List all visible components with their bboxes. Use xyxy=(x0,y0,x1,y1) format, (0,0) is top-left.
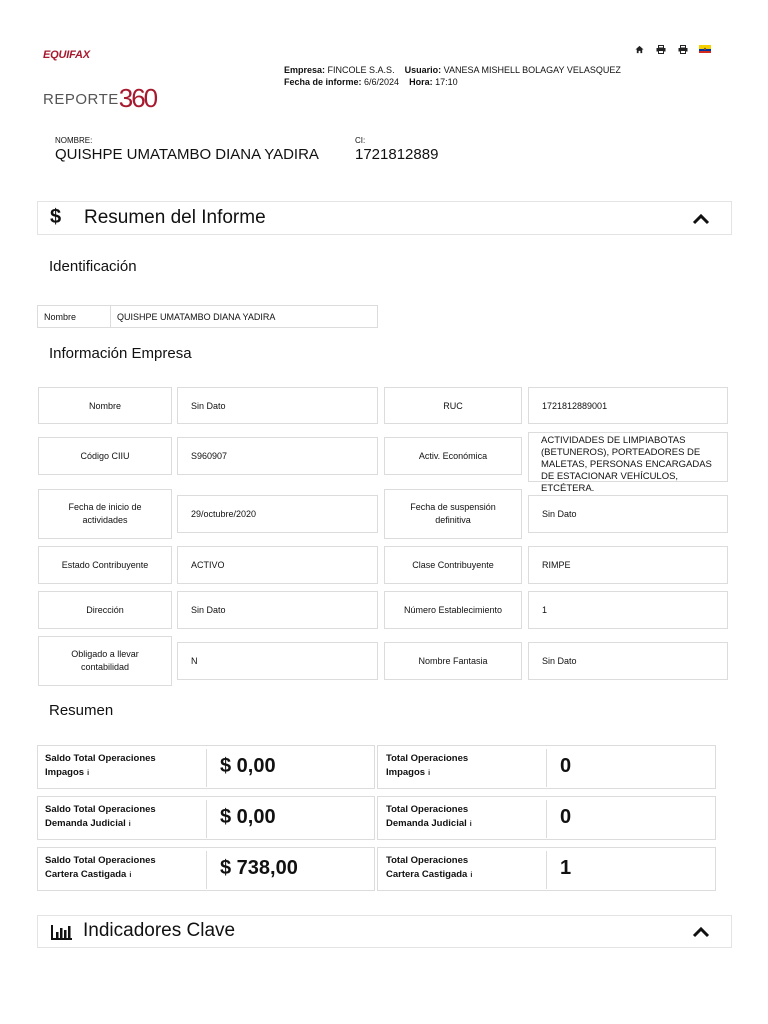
info-icon[interactable]: i xyxy=(428,770,431,777)
section-title: Resumen del Informe xyxy=(84,207,266,228)
summary-label-line: Total Operaciones xyxy=(386,804,469,815)
cell-text: 1721812889001 xyxy=(542,400,608,411)
empresa-label-cell xyxy=(38,591,172,629)
empresa-label: Empresa: xyxy=(284,65,326,75)
empresa-value-cell xyxy=(177,387,378,424)
empresa-value-cell xyxy=(528,546,728,584)
cell-text: N xyxy=(191,656,198,666)
cell-text: Estado Contribuyente xyxy=(61,560,149,570)
cell-text: Obligado a llevar contabilidad xyxy=(71,649,139,672)
empresa-value-cell xyxy=(528,591,728,629)
logo-word: REPORTE xyxy=(43,91,119,108)
summary-label xyxy=(45,752,156,781)
cell-text: Nombre xyxy=(44,311,77,322)
section-indicadores-clave[interactable] xyxy=(37,915,732,948)
empresa-label-cell xyxy=(384,489,522,539)
summary-label-line: Impagos xyxy=(45,767,85,778)
cell-text: RIMPE xyxy=(542,560,571,570)
cell-text: Sin Dato xyxy=(191,400,226,411)
ci-value: 1721812889 xyxy=(355,146,439,163)
summary-label-line: Total Operaciones xyxy=(386,855,469,866)
summary-label-line: Saldo Total Operaciones xyxy=(45,855,156,866)
summary-value: 0 xyxy=(560,755,572,777)
hora-label: Hora: xyxy=(409,77,433,87)
home-icon[interactable] xyxy=(633,43,645,55)
empresa-value-cell xyxy=(528,495,728,533)
ecuador-flag-icon[interactable] xyxy=(699,43,711,55)
summary-value: $ 0,00 xyxy=(220,806,276,828)
info-icon[interactable]: i xyxy=(129,872,132,879)
info-icon[interactable]: i xyxy=(469,821,472,828)
cell-text: Dirección xyxy=(86,605,124,615)
cell-text: Sin Dato xyxy=(191,605,226,615)
empresa-value-cell xyxy=(177,437,378,475)
cell-text: Sin Dato xyxy=(542,656,577,666)
cell-text: Número Establecimiento xyxy=(403,605,503,615)
summary-card xyxy=(37,745,375,789)
summary-label xyxy=(386,752,468,781)
summary-value: $ 0,00 xyxy=(220,755,276,777)
summary-label-line: Demanda Judicial xyxy=(386,818,467,829)
divider xyxy=(206,749,207,787)
chevron-up-icon[interactable] xyxy=(692,925,710,943)
info-icon[interactable]: i xyxy=(128,821,131,828)
divider xyxy=(546,851,547,889)
chevron-up-icon[interactable] xyxy=(692,212,710,230)
divider xyxy=(546,749,547,787)
empresa-label-cell xyxy=(38,437,172,475)
summary-card xyxy=(377,796,716,840)
empresa-label-cell xyxy=(384,387,522,424)
summary-card xyxy=(377,745,716,789)
cell-text: 29/octubre/2020 xyxy=(191,509,257,519)
summary-card xyxy=(377,847,716,891)
report-meta xyxy=(284,64,621,88)
section-title: Indicadores Clave xyxy=(83,920,236,941)
resumen-heading: Resumen xyxy=(49,702,114,719)
summary-label-line: Saldo Total Operaciones xyxy=(45,804,156,815)
summary-label xyxy=(386,803,472,832)
cell-text: Nombre xyxy=(88,400,121,411)
summary-label-line: Demanda Judicial xyxy=(45,818,126,829)
divider xyxy=(546,800,547,838)
summary-label xyxy=(45,854,156,883)
name-label: NOMBRE: xyxy=(55,136,93,145)
bar-chart-icon xyxy=(51,924,73,945)
summary-label-line: Cartera Castigada xyxy=(45,869,127,880)
divider xyxy=(206,851,207,889)
empresa-value-cell xyxy=(528,642,728,680)
info-icon[interactable]: i xyxy=(470,872,473,879)
cell-text: ACTIVO xyxy=(191,560,225,570)
empresa-label-cell xyxy=(38,387,172,424)
empresa-value-cell xyxy=(177,642,378,680)
empresa-value-cell xyxy=(528,387,728,424)
empresa-label-cell xyxy=(384,591,522,629)
summary-value: $ 738,00 xyxy=(220,857,298,879)
empresa-value-cell xyxy=(177,495,378,533)
cell-text: ACTIVIDADES DE LIMPIABOTAS (BETUNEROS), PORTEADORES DE MALETAS, PERSONAS ENCARGADAS DE ESTACIONAR VEHÍCULOS, ETCÉTERA. xyxy=(541,435,712,494)
empresa-label-cell xyxy=(384,546,522,584)
id-nombre-value xyxy=(110,305,378,328)
usuario-value: VANESA MISHELL BOLAGAY VELASQUEZ xyxy=(443,65,621,75)
fecha-value: 6/6/2024 xyxy=(364,77,400,87)
cell-text: S960907 xyxy=(191,451,228,461)
divider xyxy=(206,800,207,838)
cell-text: 1 xyxy=(542,605,548,615)
empresa-label-cell xyxy=(38,546,172,584)
summary-label-line: Total Operaciones xyxy=(386,753,469,764)
logo-number: 360 xyxy=(118,83,157,113)
print-icon[interactable] xyxy=(655,43,667,55)
top-toolbar xyxy=(633,43,711,55)
equifax-logo: EQUIFAX xyxy=(43,49,90,61)
summary-value: 1 xyxy=(560,857,572,879)
summary-label xyxy=(386,854,472,883)
cell-text: Sin Dato xyxy=(542,509,577,519)
id-nombre-label xyxy=(37,305,111,328)
cell-text: Clase Contribuyente xyxy=(412,560,494,570)
section-resumen-informe[interactable] xyxy=(37,201,732,235)
empresa-label-cell xyxy=(38,636,172,686)
empresa-label-cell xyxy=(384,642,522,680)
summary-label xyxy=(45,803,156,832)
empresa-value-cell xyxy=(177,546,378,584)
fecha-label: Fecha de informe: xyxy=(284,77,362,87)
cell-text: Nombre Fantasia xyxy=(418,656,488,666)
cell-text: QUISHPE UMATAMBO DIANA YADIRA xyxy=(117,311,276,322)
summary-value: 0 xyxy=(560,806,572,828)
empresa-label-cell xyxy=(38,489,172,539)
summary-label-line: Saldo Total Operaciones xyxy=(45,753,156,764)
empresa-value-cell xyxy=(528,432,728,494)
ci-label: CI: xyxy=(355,136,366,145)
dollar-icon: $ xyxy=(50,206,62,228)
cell-text: Código CIIU xyxy=(80,451,130,461)
hora-value: 17:10 xyxy=(435,77,458,87)
cell-text: Fecha de inicio de actividades xyxy=(68,502,142,525)
reporte360-logo xyxy=(43,80,156,111)
cell-text: Fecha de suspensión definitiva xyxy=(410,502,496,525)
summary-card xyxy=(37,796,375,840)
empresa-value: FINCOLE S.A.S. xyxy=(327,65,395,75)
identificacion-heading: Identificación xyxy=(49,258,137,275)
empresa-value-cell xyxy=(177,591,378,629)
print-icon[interactable] xyxy=(677,43,689,55)
summary-label-line: Impagos xyxy=(386,767,426,778)
cell-text: Activ. Económica xyxy=(418,451,488,461)
person-name: QUISHPE UMATAMBO DIANA YADIRA xyxy=(55,146,319,163)
empresa-heading: Información Empresa xyxy=(49,345,192,362)
usuario-label: Usuario: xyxy=(404,65,442,75)
cell-text: RUC xyxy=(443,400,463,411)
empresa-label-cell xyxy=(384,437,522,475)
summary-label-line: Cartera Castigada xyxy=(386,869,468,880)
summary-card xyxy=(37,847,375,891)
info-icon[interactable]: i xyxy=(87,770,90,777)
